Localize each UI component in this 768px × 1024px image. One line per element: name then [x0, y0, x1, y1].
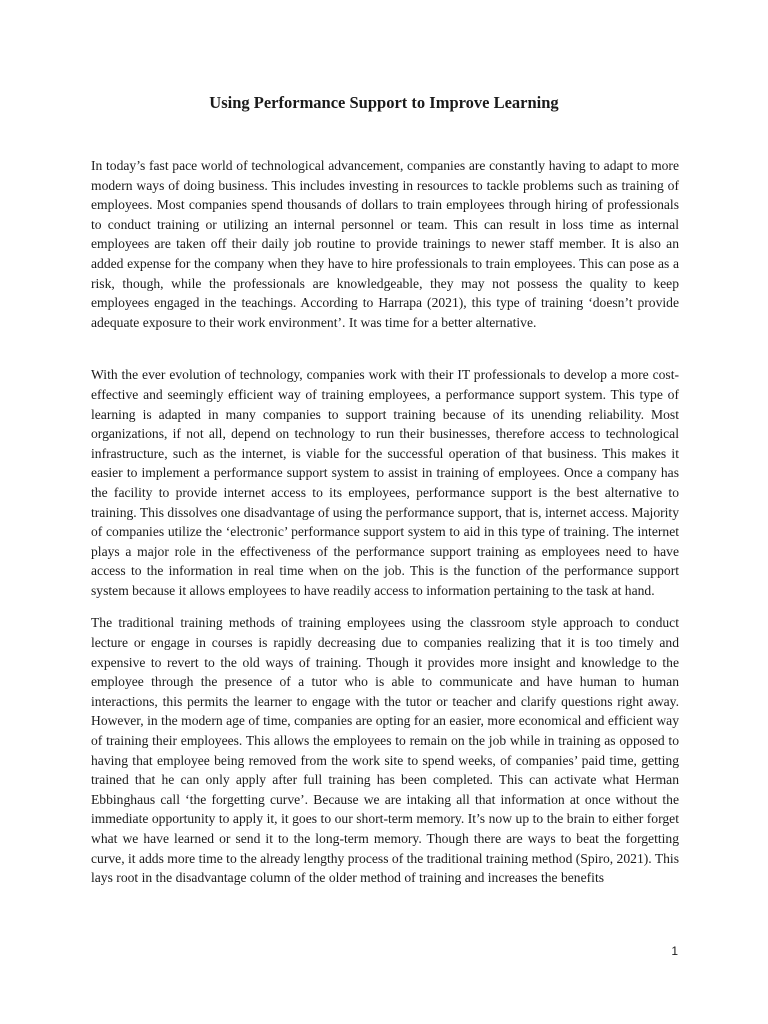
paragraph-1: In today’s fast pace world of technological advancement, companies are constantly having to adapt to more modern ways of doing business. This includes investing in resources to tackle problems such as training of employees. Most companies spend thousands of dollars to train employees through hiring of professionals to conduct training or utilizing an internal personnel or team. This can result in loss time as internal employees are taken off their daily job routine to provide trainings to newer staff member. It is also an added expense for the company when they have to hire professionals to train employees. This can pose as a risk, though, while the professionals are knowledgeable, they may not possess the quality to keep employees engaged in the teachings. According to Harrapa (2021), this type of training ‘doesn’t provide adequate exposure to their work environment’. It was time for a better alternative.	[91, 158, 679, 330]
document-title: Using Performance Support to Improve Learning	[209, 93, 559, 112]
document-body	[91, 156, 679, 888]
paragraph-2: With the ever evolution of technology, companies work with their IT professionals to develop a more cost-effective and seemingly efficient way of training employees, a performance support system. This type of learning is adapted in many companies to support training because of its unending reliability. Most organizations, if not all, depend on technology to run their businesses, therefore access to technological infrastructure, such as the internet, is viable for the successful operation of that business. This makes it easier to implement a performance support system to assist in training of employees. Once a company has the facility to provide internet access to its employees, performance support is the best alternative to training. This dissolves one disadvantage of using the performance support, that is, internet access. Majority of companies utilize the ‘electronic’ performance support system to aid in this type of training. The internet plays a major role in the effectiveness of the performance support training as employees need to have access to the information in real time when on the job. This is the function of the performance support system because it allows employees to have readily access to information pertaining to the task at hand.	[91, 367, 679, 598]
page-number: 1	[671, 944, 678, 958]
paragraph-3: The traditional training methods of training employees using the classroom style approach to conduct lecture or engage in courses is rapidly decreasing due to companies realizing that it is too timely and expensive to revert to the old ways of training. Though it provides more insight and knowledge to the employee through the presence of a tutor who is able to communicate and have human to human interactions, this permits the learner to engage with the tutor or teacher and clarify questions right away. However, in the modern age of time, companies are opting for an easier, more economical and efficient way of training their employees. This allows the employees to remain on the job while in training as opposed to having that employee being removed from the work site to spend weeks, of companies’ paid time, getting trained that he can only apply after full training has been completed. This can activate what Herman Ebbinghaus call ‘the forgetting curve’. Because we are intaking all that information at once without the immediate opportunity to apply it, it goes to our short-term memory. It’s now up to the brain to either forget what we have learned or send it to the long-term memory. Though there are ways to beat the forgetting curve, it adds more time to the already lengthy process of the traditional training method (Spiro, 2021). This lays root in the disadvantage column of the older method of training and increases the benefits	[91, 615, 679, 886]
